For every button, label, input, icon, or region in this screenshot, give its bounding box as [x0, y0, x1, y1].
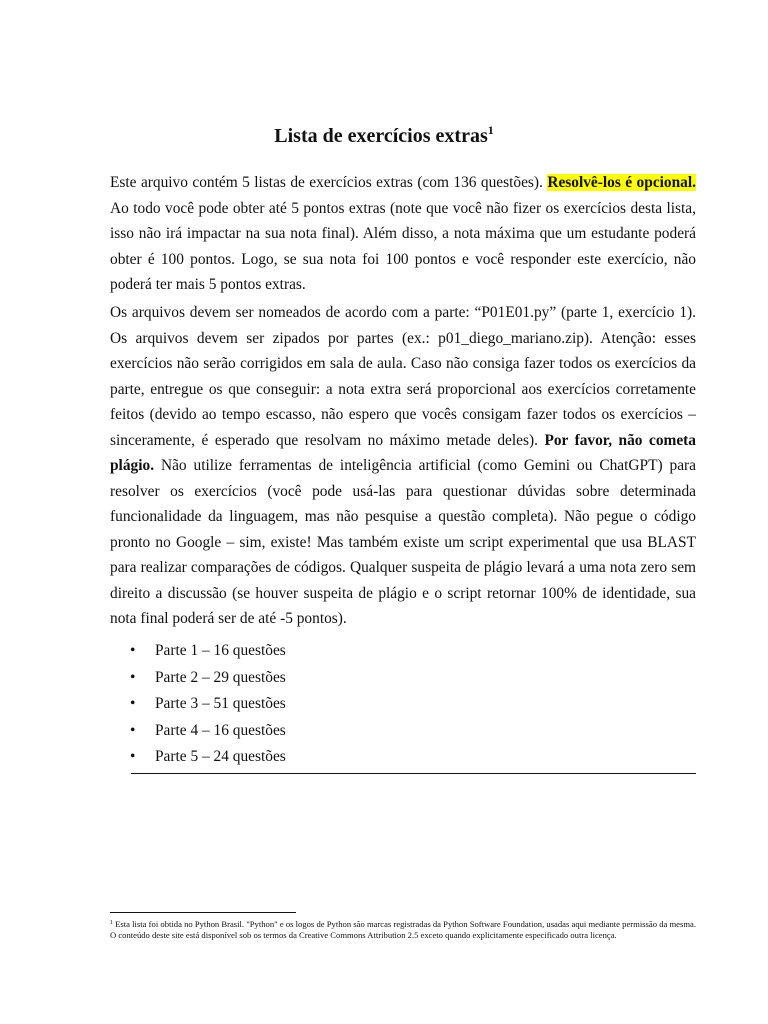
rules-text-b: Não utilize ferramentas de inteligência artificial (como Gemini ou ChatGPT) para resolver os exercícios (você pode usá-las para questionar dúvidas sobre determinada funcionalidade da linguagem, mas não pesquise a questão completa). Não pegue o código pronto no Google – sim, existe! Mas também existe um script experimental que usa BLAST para realizar comparações de códigos. Qualquer suspeita de plágio levará a uma nota zero sem direito a discussão (se houver suspeita de plágio e o script retornar 100% de identidade, sua nota final poderá ser de até -5 pontos).: [110, 457, 696, 627]
parts-list: [110, 638, 696, 771]
intro-paragraph: [110, 170, 696, 298]
optional-highlight: Resolvê-los é opcional.: [547, 174, 696, 191]
plagiarism-warning: Por favor, não cometa plágio.: [110, 431, 696, 474]
part-label: Parte 3 – 51 questões: [155, 695, 286, 712]
list-item: [110, 665, 696, 692]
intro-text-a: Este arquivo contém 5 listas de exercícios extras (com 136 questões).: [110, 174, 548, 191]
bullet-icon: •: [130, 748, 136, 765]
footnote: [110, 919, 696, 940]
bullet-icon: •: [130, 642, 136, 659]
bullet-icon: •: [130, 721, 136, 739]
title-footnote-marker: 1: [487, 123, 494, 137]
part-label: Parte 5 – 24 questões: [155, 748, 286, 765]
intro-text-b: Ao todo você pode obter até 5 pontos extras (note que você não fizer os exercícios desta lista, isso não irá impactar na sua nota final). Além disso, a nota máxima que um estudante poderá obter é 100 pontos. Logo, se sua nota foi 100 pontos e você responder este exercício, não poderá ter mais 5 pontos extras.: [110, 199, 696, 293]
bullet-icon: •: [130, 695, 136, 712]
document-title: [0, 123, 768, 149]
rules-paragraph: [110, 300, 696, 632]
list-item: [110, 691, 696, 718]
section-divider: [131, 773, 696, 774]
list-item: [110, 718, 696, 745]
part-label: Parte 1 – 16 questões: [155, 642, 286, 659]
list-item: [110, 638, 696, 665]
bullet-icon: •: [130, 668, 136, 686]
footnote-marker: 1: [110, 920, 113, 926]
rules-text-a: Os arquivos devem ser nomeados de acordo com a parte: “P01E01.py” (parte 1, exercício 1). Os arquivos devem ser zipados por partes (ex.: p01_diego_mariano.zip). Atenção: esses exercícios não serão corrigidos em sala de aula. Caso não consiga fazer todos os exercícios da parte, entregue os que conseguir: a nota extra será proporcional aos exercícios corretamente feitos (devido ao tempo escasso, não espero que vocês consigam fazer todos os exercícios – sinceramente, é esperado que resolvam no máximo metade deles).: [110, 304, 696, 449]
title-text: Lista de exercícios extras: [274, 125, 488, 147]
part-label: Parte 2 – 29 questões: [155, 668, 286, 686]
list-item: [110, 744, 696, 771]
footnote-text: Esta lista foi obtida no Python Brasil. "Python" e os logos de Python são marcas registradas da Python Software Foundation, usadas aqui mediante permissão da mesma. O conteúdo deste site está disponível sob os termos da Creative Commons Attribution 2.5 exceto quando explicitamente especificado outra licença.: [110, 919, 696, 940]
footnote-divider: [110, 912, 296, 913]
part-label: Parte 4 – 16 questões: [155, 721, 286, 739]
